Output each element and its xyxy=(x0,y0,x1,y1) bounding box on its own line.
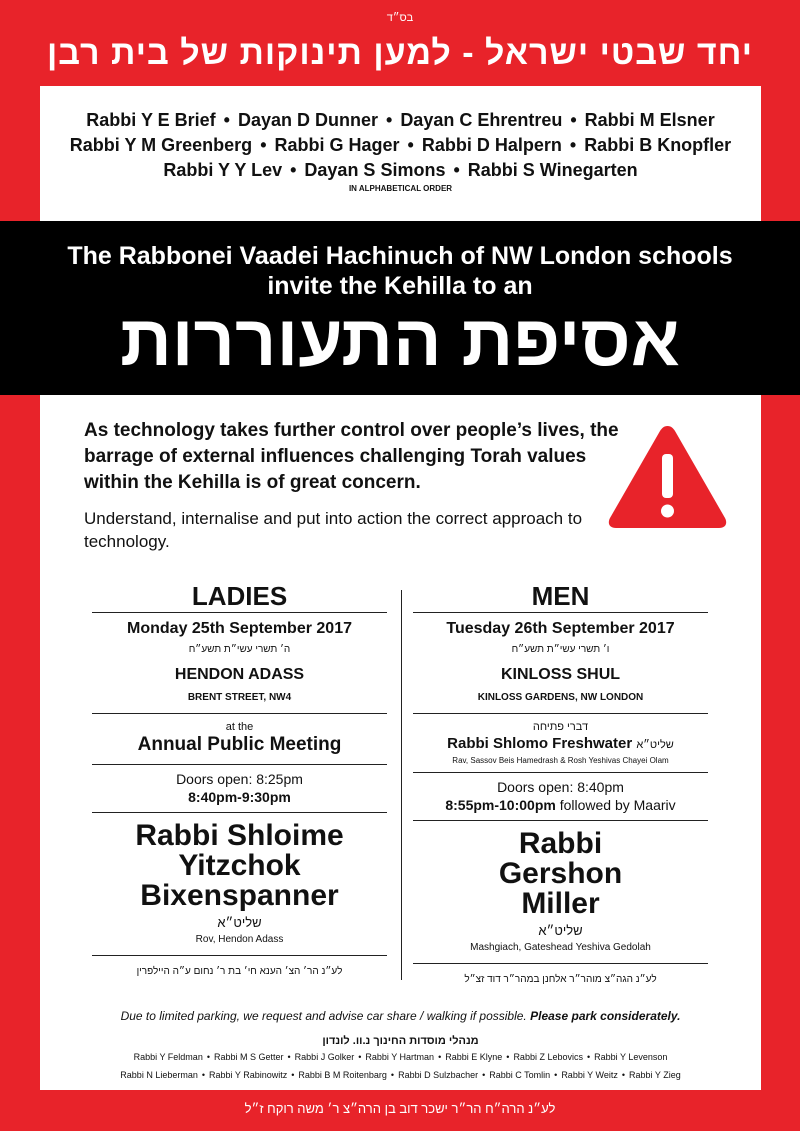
intro-text: Understand, internalise and put into action the correct approach to technology. xyxy=(84,509,583,551)
manager-name: Rabbi D Sulzbacher xyxy=(398,1070,479,1080)
rule xyxy=(92,812,387,813)
men-times-suffix: followed by Maariv xyxy=(559,797,676,813)
bullet-separator: • xyxy=(621,1070,625,1080)
bullet-separator: • xyxy=(482,1070,486,1080)
rabbonim-line-2 xyxy=(40,133,761,158)
hebrew-top-title: יחד שבטי ישראל - למען תינוקות של בית רבן xyxy=(46,34,754,72)
manager-name: Rabbi E Klyne xyxy=(445,1052,503,1062)
men-venue: KINLOSS SHUL xyxy=(500,666,621,683)
ladies-times: 8:40pm-9:30pm xyxy=(188,789,291,805)
parking-bold: Please park considerately. xyxy=(530,1009,681,1023)
rule xyxy=(413,713,708,714)
men-date: Tuesday 26th September 2017 xyxy=(446,620,675,637)
alphabetical-note: IN ALPHABETICAL ORDER xyxy=(348,184,453,193)
manager-name: Rabbi Y Feldman xyxy=(133,1052,203,1062)
ladies-speaker-shlita: שליט״א xyxy=(217,915,262,930)
rabbi-name: Dayan S Simons xyxy=(304,160,446,180)
bullet-separator: • xyxy=(554,1070,558,1080)
banner-line-2: invite the Kehilla to an xyxy=(267,272,533,300)
ladies-dedication: לע״נ הר׳ הצ׳ הענא חי׳ בת ר׳ נחום ע״ה היילפרין xyxy=(136,966,343,977)
men-opening-role: Rav, Sassov Beis Hamedrash & Rosh Yeshivas Chayei Olam xyxy=(452,756,669,765)
warning-triangle-icon xyxy=(605,420,730,532)
men-times-line xyxy=(413,796,708,814)
rabbi-name: Rabbi M Elsner xyxy=(584,110,715,130)
bullet-separator: • xyxy=(358,1052,362,1062)
men-dedication: לע״נ הגה״צ מוהר״ר אלחנן במהר״ר דוד זצ״ל xyxy=(464,974,657,985)
rabbi-name: Rabbi G Hager xyxy=(274,135,400,155)
manager-name: Rabbi Y Zieg xyxy=(629,1070,681,1080)
parking-text: Due to limited parking, we request and advise car share / walking if possible. xyxy=(120,1009,527,1023)
bullet-separator: • xyxy=(453,160,460,180)
parking-notice xyxy=(40,1009,761,1023)
ladies-date: Monday 25th September 2017 xyxy=(127,620,352,637)
manager-name: Rabbi Z Lebovics xyxy=(513,1052,583,1062)
rule xyxy=(413,612,708,613)
manager-name: Rabbi J Golker xyxy=(294,1052,355,1062)
bullet-separator: • xyxy=(290,160,297,180)
manager-name: Rabbi Y Rabinowitz xyxy=(209,1070,288,1080)
ladies-doors-open: Doors open: 8:25pm xyxy=(176,771,303,787)
rabbonim-line-1 xyxy=(40,108,761,133)
bullet-separator: • xyxy=(570,110,577,130)
bullet-separator: • xyxy=(438,1052,442,1062)
men-opening-hebrew: דברי פתיחה xyxy=(532,721,589,733)
rabbi-name: Rabbi Y Y Lev xyxy=(163,160,283,180)
men-speaker-line-3: Miller xyxy=(521,887,600,920)
bullet-separator: • xyxy=(206,1052,210,1062)
manager-name: Rabbi C Tomlin xyxy=(489,1070,551,1080)
bottom-dedication: לע״נ הרה״ח הר״ר ישכר דוב בן הרה״צ ר׳ משה רוקח ז״ל xyxy=(244,1101,556,1116)
rule xyxy=(92,612,387,613)
men-hebrew-date: ו׳ תשרי עשי״ת תשע״ח xyxy=(511,644,610,655)
rabbonim-list xyxy=(40,108,761,183)
men-opening-name: Rabbi Shlomo Freshwater xyxy=(447,735,633,752)
ladies-hebrew-date: ה׳ תשרי עשי״ת תשע״ח xyxy=(188,644,291,655)
management-line-1 xyxy=(40,1052,761,1062)
bullet-separator: • xyxy=(586,1052,591,1062)
rabbi-name: Dayan C Ehrentreu xyxy=(400,110,563,130)
bullet-separator: • xyxy=(390,1070,395,1080)
manager-name: Rabbi Y Weitz xyxy=(561,1070,618,1080)
men-heading: MEN xyxy=(531,581,590,611)
intro-bold-text: As technology takes further control over people’s lives, the barrage of external influences challenging Torah values within the Kehilla is of great concern. xyxy=(84,420,619,493)
rabbi-name: Rabbi B Knopfler xyxy=(584,135,732,155)
ladies-speaker-line-3: Bixenspanner xyxy=(140,879,339,912)
bullet-separator: • xyxy=(506,1052,510,1062)
bullet-separator: • xyxy=(201,1070,205,1080)
ladies-venue: HENDON ADASS xyxy=(174,666,305,683)
men-opening-speaker xyxy=(413,734,708,755)
management-line-2 xyxy=(40,1070,761,1080)
men-address: KINLOSS GARDENS, NW LONDON xyxy=(477,692,644,703)
rabbi-name: Rabbi Y E Brief xyxy=(86,110,216,130)
men-times: 8:55pm-10:00pm xyxy=(445,797,556,813)
column-divider xyxy=(401,590,402,980)
manager-name: Rabbi M S Getter xyxy=(213,1052,284,1062)
rule xyxy=(413,820,708,821)
bullet-separator: • xyxy=(287,1052,291,1062)
manager-name: Rabbi Y Levenson xyxy=(594,1052,668,1062)
ladies-speaker-line-1: Rabbi Shloime xyxy=(135,819,344,852)
rabbi-name: Rabbi Y M Greenberg xyxy=(69,135,253,155)
ladies-speaker-line-2: Yitzchok xyxy=(178,849,301,882)
men-opening-shlita: שליט״א xyxy=(636,739,674,751)
bullet-separator: • xyxy=(260,135,267,155)
men-speaker-line-1: Rabbi xyxy=(518,827,603,860)
rabbi-name: Rabbi S Winegarten xyxy=(467,160,638,180)
manager-name: Rabbi Y Hartman xyxy=(365,1052,435,1062)
rabbi-name: Rabbi D Halpern xyxy=(421,135,562,155)
event-hebrew-title: אסיפת התעוררות xyxy=(120,301,680,381)
ladies-column xyxy=(92,580,387,977)
bullet-separator: • xyxy=(407,135,414,155)
ladies-at-the: at the xyxy=(225,721,254,733)
rule xyxy=(92,713,387,714)
men-column xyxy=(413,580,708,985)
ladies-event: Annual Public Meeting xyxy=(137,734,342,755)
bsd-heading: בס״ד xyxy=(386,12,414,24)
rabbonim-line-3 xyxy=(40,158,761,183)
bullet-separator: • xyxy=(291,1070,295,1080)
rabbi-name: Dayan D Dunner xyxy=(237,110,378,130)
men-speaker-role: Mashgiach, Gateshead Yeshiva Gedolah xyxy=(470,942,651,953)
bullet-separator: • xyxy=(223,110,230,130)
rule xyxy=(92,764,387,765)
bullet-separator: • xyxy=(386,110,393,130)
men-doors-open: Doors open: 8:40pm xyxy=(497,779,624,795)
men-speaker-shlita: שליט״א xyxy=(538,923,583,938)
ladies-address: BRENT STREET, NW4 xyxy=(187,692,292,703)
management-title: מנהלי מוסדות החינוך נ.וו. לונדון xyxy=(322,1035,479,1047)
rule xyxy=(92,955,387,956)
bullet-separator: • xyxy=(569,135,577,155)
ladies-speaker-role: Rov, Hendon Adass xyxy=(195,934,284,945)
men-speaker-line-2: Gershon xyxy=(498,857,623,890)
rule xyxy=(413,963,708,964)
manager-name: Rabbi N Lieberman xyxy=(120,1070,198,1080)
ladies-heading: LADIES xyxy=(191,581,288,611)
rule xyxy=(413,772,708,773)
banner-line-1: The Rabbonei Vaadei Hachinuch of NW London schools xyxy=(67,242,733,270)
manager-name: Rabbi B M Roitenbarg xyxy=(298,1070,387,1080)
